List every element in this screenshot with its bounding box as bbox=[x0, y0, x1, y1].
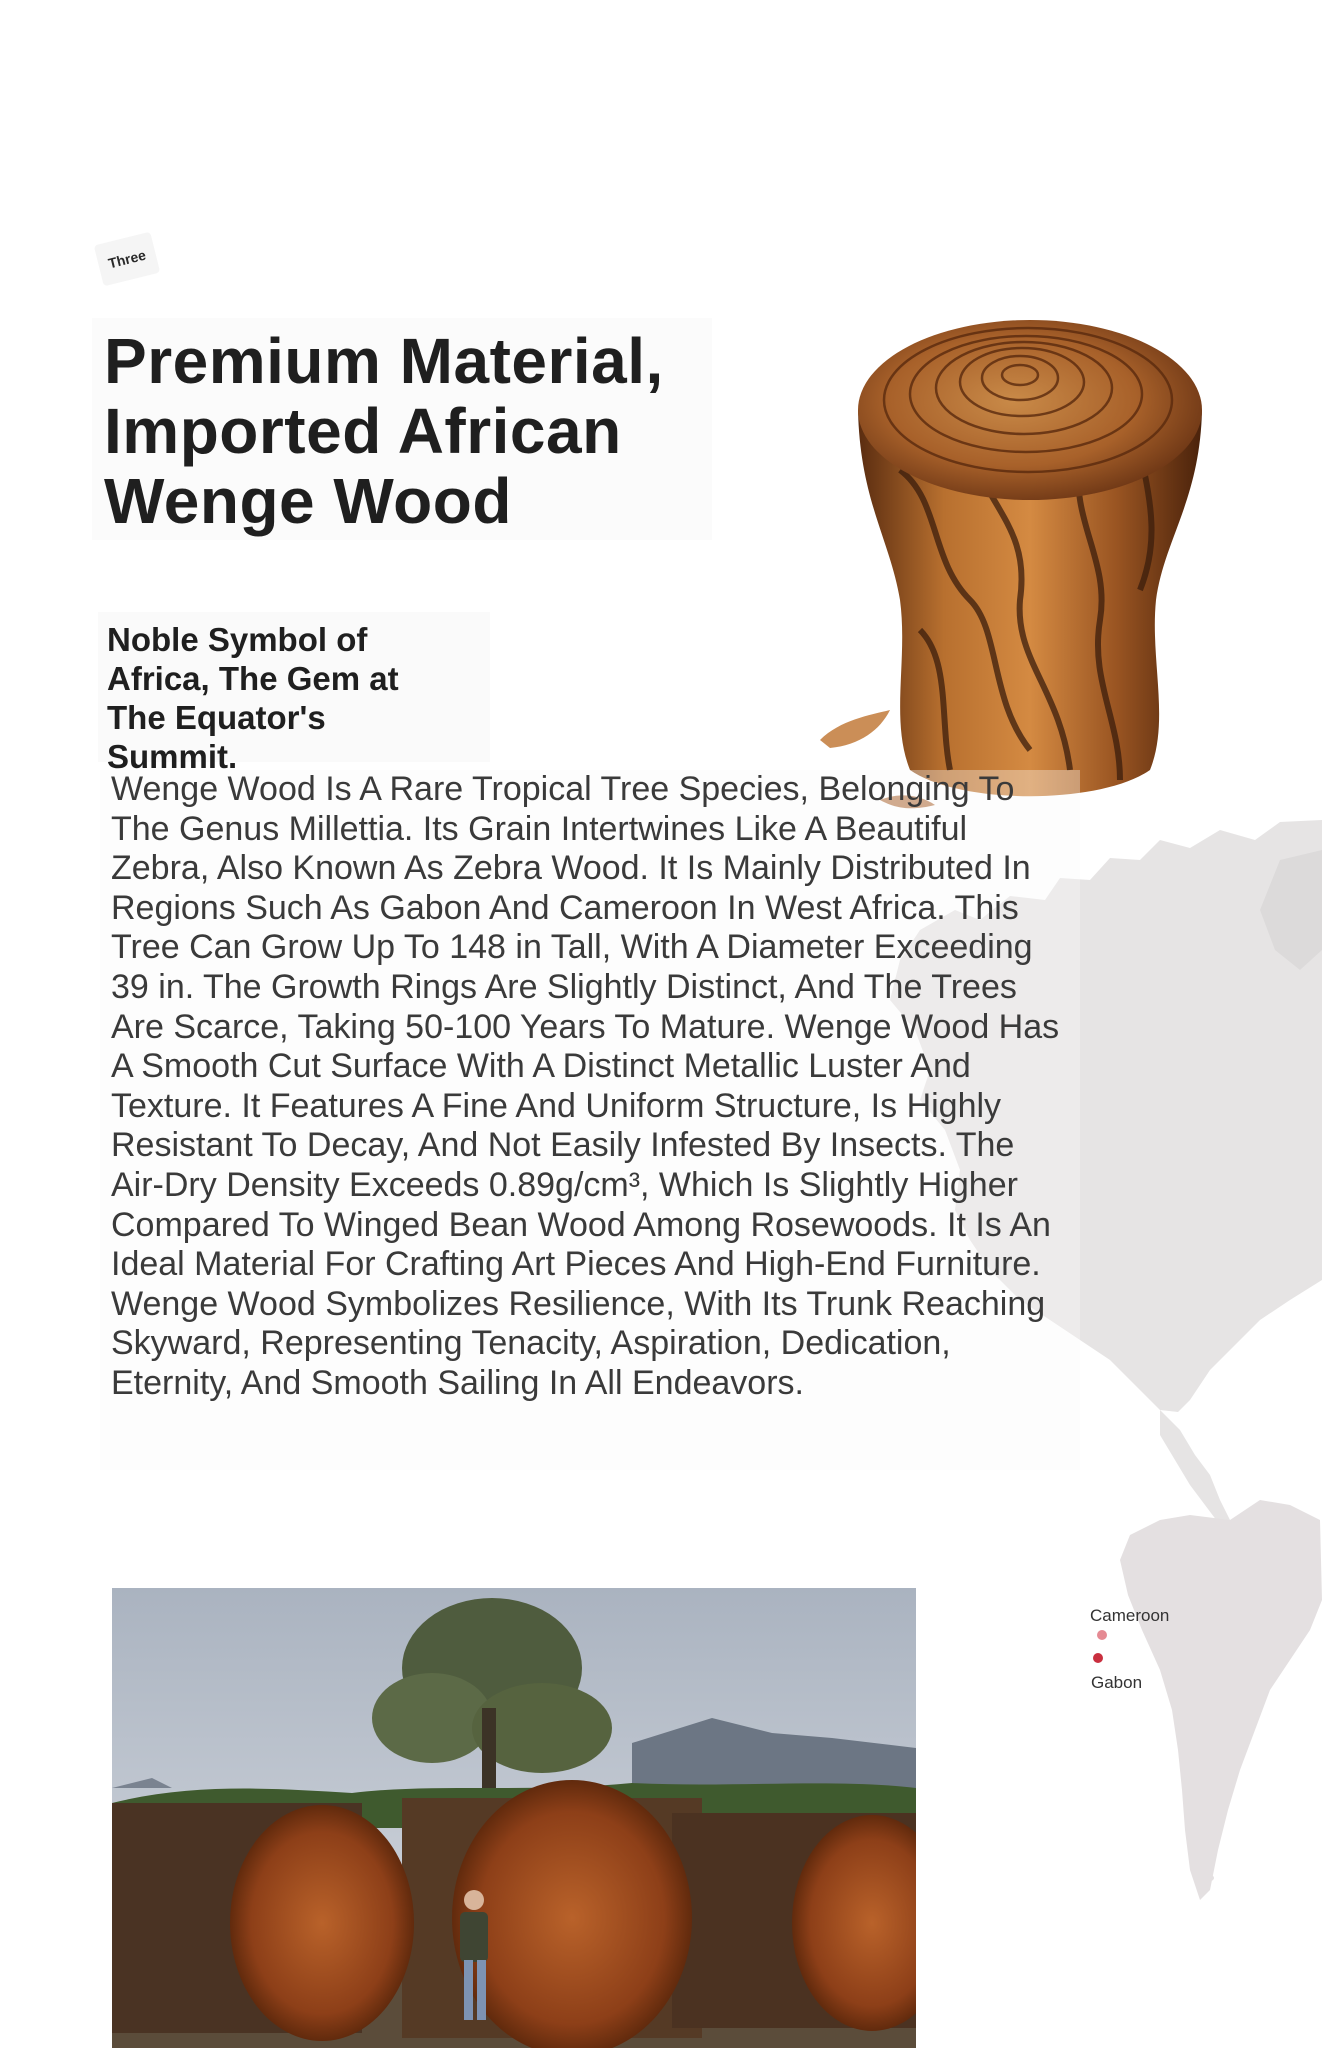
island-shape bbox=[1198, 1874, 1214, 1882]
central-america-shape bbox=[1160, 1410, 1230, 1525]
wenge-stool-image bbox=[820, 300, 1240, 820]
map-label-gabon: Gabon bbox=[1091, 1673, 1143, 1692]
section-badge: Three bbox=[94, 232, 160, 287]
description-paragraph: Wenge Wood Is A Rare Tropical Tree Species, Belonging To The Genus Millettia. Its Grain Intertwines Like A Beautiful Zebra, Also Known As Zebra Wood. It Is Mainly Distributed In Regions Such As Gabon And Cameroon In West Africa. This Tree Can Grow Up To 148 in Tall, With A Diameter Exceeding 39 in. The Growth Rings Are Slightly Distinct, And The Trees Are Scarce, Taking 50-100 Years To Mature. Wenge Wood Has A Smooth Cut Surface With A Distinct Metallic Luster And Texture. It Features A Fine And Uniform Structure, Is Highly Resistant To Decay, And Not Easily Infested By Insects. The Air-Dry Density Exceeds 0.89g/cm³, Which Is Slightly Higher Compared To Winged Bean Wood Among Rosewoods. It Is An Ideal Material For Crafting Art Pieces And High-End Furniture. Wenge Wood Symbolizes Resilience, With Its Trunk Reaching Skyward, Representing Tenacity, Aspiration, Dedication, Eternity, And Smooth Sailing In All Endeavors. bbox=[111, 770, 1060, 1402]
map-marker-gabon bbox=[1093, 1653, 1103, 1663]
wenge-logs-photo bbox=[112, 1588, 916, 2048]
subtitle: Noble Symbol of Africa, The Gem at The Equator's Summit. bbox=[107, 621, 399, 775]
map-marker-cameroon bbox=[1097, 1630, 1107, 1640]
page-title: Premium Material, Imported African Wenge Wood bbox=[104, 325, 664, 537]
south-america-shape bbox=[1120, 1500, 1322, 1900]
map-label-cameroon: Cameroon bbox=[1090, 1606, 1170, 1625]
